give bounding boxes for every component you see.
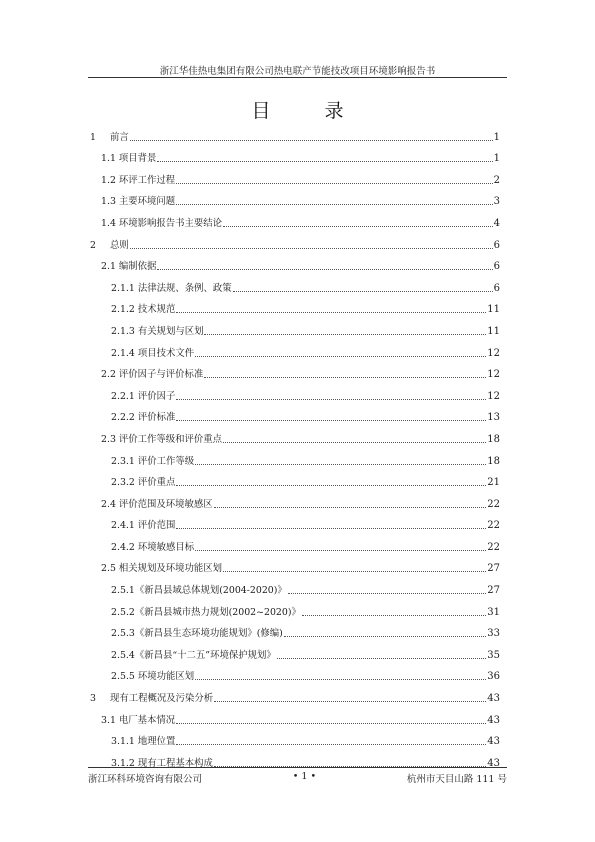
toc-entry[interactable] (90, 468, 500, 490)
toc-entry[interactable] (90, 511, 500, 533)
toc-dot-leader (176, 526, 486, 529)
toc-page-number: 6 (493, 261, 500, 273)
toc-dot-leader (233, 289, 493, 292)
toc-dot-leader (157, 159, 492, 162)
toc-page-number: 18 (487, 455, 500, 467)
footer-address: 杭州市天目山路 111 号 (406, 774, 507, 785)
toc-entry[interactable] (90, 403, 500, 425)
toc-entry-title: 2.3 评价工作等级和评价重点 (101, 433, 223, 445)
toc-dot-leader (223, 569, 486, 572)
toc-entry-title: 现有工程概况及污染分析 (110, 693, 214, 705)
toc-dot-leader (176, 181, 492, 184)
toc-entry[interactable] (90, 662, 500, 684)
toc-dot-leader (195, 548, 486, 551)
toc-chapter-number: 1 (90, 131, 96, 143)
page-title: 目 录 (251, 100, 368, 122)
table-of-contents (90, 122, 500, 770)
toc-dot-leader (176, 202, 492, 205)
toc-entry-title: 1.4 环境影响报告书主要结论 (101, 217, 223, 229)
toc-entry-title: 2.1.2 技术规范 (111, 304, 176, 316)
toc-entry-title: 总则 (110, 239, 129, 251)
toc-page-number: 22 (487, 498, 500, 510)
toc-dot-leader (176, 483, 486, 486)
toc-entry-title: 2.4.2 环境敏感目标 (111, 541, 195, 553)
toc-entry-title: 2.2 评价因子与评价标准 (101, 369, 204, 381)
toc-dot-leader (195, 677, 486, 680)
toc-entry[interactable] (90, 532, 500, 554)
toc-entry-title: 2.3.1 评价工作等级 (111, 455, 195, 467)
page-footer (88, 771, 507, 785)
toc-dot-leader (284, 634, 486, 637)
toc-entry[interactable] (90, 144, 500, 166)
toc-dot-leader (288, 591, 486, 594)
toc-entry[interactable] (90, 575, 500, 597)
toc-page-number: 43 (487, 714, 500, 726)
toc-entry[interactable] (90, 273, 500, 295)
toc-dot-leader (223, 440, 486, 443)
toc-page-number: 1 (493, 131, 500, 143)
toc-page-number: 12 (487, 369, 500, 381)
toc-page-number: 11 (487, 325, 500, 337)
toc-page-number: 3 (493, 196, 500, 208)
toc-entry[interactable] (90, 446, 500, 468)
toc-entry-title: 2.4 评价范围及环境敏感区 (101, 498, 213, 510)
toc-entry[interactable] (90, 230, 500, 252)
toc-entry-title: 2.3.2 评价重点 (111, 477, 176, 489)
footer-page-number: • 1 • (292, 771, 317, 782)
toc-page-number: 12 (487, 390, 500, 402)
toc-entry[interactable] (90, 640, 500, 662)
footer-rule (88, 767, 507, 768)
toc-dot-leader (176, 418, 486, 421)
toc-page-number: 2 (493, 174, 500, 186)
toc-entry[interactable] (90, 727, 500, 749)
toc-entry-title: 2.1 编制依据 (101, 261, 157, 273)
toc-page-number: 31 (487, 606, 500, 618)
toc-page-number: 18 (487, 433, 500, 445)
toc-page-number: 43 (487, 757, 500, 769)
toc-entry-title: 1.1 项目背景 (101, 153, 157, 165)
toc-dot-leader (195, 462, 486, 465)
page-header: 浙江华佳热电集团有限公司热电联产节能技改项目环境影响报告书 (159, 66, 436, 77)
toc-page-number: 6 (493, 282, 500, 294)
toc-dot-leader (302, 613, 486, 616)
toc-entry[interactable] (90, 316, 500, 338)
toc-dot-leader (130, 246, 493, 249)
toc-entry[interactable] (90, 554, 500, 576)
toc-dot-leader (204, 375, 486, 378)
toc-page-number: 27 (487, 585, 500, 597)
toc-entry[interactable] (90, 360, 500, 382)
toc-entry-title: 2.1.4 项目技术文件 (111, 347, 195, 359)
toc-entry-title: 2.2.1 评价因子 (111, 390, 176, 402)
toc-entry[interactable] (90, 338, 500, 360)
toc-page-number: 1 (493, 153, 500, 165)
toc-entry[interactable] (90, 683, 500, 705)
toc-dot-leader (157, 267, 492, 270)
toc-entry-title: 2.5.4《新昌县“十二五”环境保护规划》 (111, 649, 276, 661)
toc-dot-leader (176, 742, 486, 745)
toc-dot-leader (204, 332, 486, 335)
toc-dot-leader (223, 224, 493, 227)
toc-entry[interactable] (90, 705, 500, 727)
toc-entry-title: 2.5 相关规划及环境功能区划 (101, 563, 223, 575)
toc-chapter-number: 3 (90, 693, 96, 705)
toc-dot-leader (277, 656, 487, 659)
toc-entry-title: 3.1.2 现有工程基本构成 (111, 757, 213, 769)
toc-dot-leader (130, 138, 493, 141)
header-rule (88, 77, 507, 78)
toc-page-number: 33 (487, 628, 500, 640)
toc-page-number: 12 (487, 347, 500, 359)
toc-dot-leader (176, 721, 486, 724)
toc-dot-leader (214, 505, 487, 508)
toc-entry-title: 3.1 电厂基本情况 (101, 714, 176, 726)
toc-entry[interactable] (90, 122, 500, 144)
toc-entry-title: 1.3 主要环境问题 (101, 196, 176, 208)
toc-page-number: 22 (487, 520, 500, 532)
toc-entry-title: 2.5.2《新昌县城市热力规划(2002~2020)》 (111, 606, 301, 618)
toc-entry-title: 3.1.1 地理位置 (111, 736, 176, 748)
toc-entry-title: 2.5.1《新昌县域总体规划(2004-2020)》 (111, 585, 287, 597)
toc-page-number: 6 (493, 239, 500, 251)
toc-page-number: 43 (487, 736, 500, 748)
toc-entry[interactable] (90, 208, 500, 230)
toc-page-number: 35 (487, 649, 500, 661)
toc-entry-title: 1.2 环评工作过程 (101, 174, 176, 186)
toc-entry-title: 2.2.2 评价标准 (111, 412, 176, 424)
toc-entry[interactable] (90, 489, 500, 511)
toc-entry-title: 2.4.1 评价范围 (111, 520, 176, 532)
toc-dot-leader (176, 310, 486, 313)
toc-entry-title: 前言 (110, 131, 129, 143)
toc-entry-title: 2.5.3《新昌县生态环境功能规划》(修编) (111, 628, 283, 640)
toc-page-number: 13 (487, 412, 500, 424)
toc-entry[interactable] (90, 252, 500, 274)
toc-entry[interactable] (90, 381, 500, 403)
toc-page-number: 4 (493, 217, 500, 229)
toc-entry[interactable] (90, 295, 500, 317)
toc-entry-title: 2.1.3 有关规划与区划 (111, 325, 204, 337)
toc-page-number: 21 (487, 477, 500, 489)
toc-entry[interactable] (90, 165, 500, 187)
toc-entry[interactable] (90, 597, 500, 619)
toc-page-number: 36 (487, 671, 500, 683)
toc-dot-leader (176, 397, 486, 400)
toc-chapter-number: 2 (90, 239, 96, 251)
toc-entry[interactable] (90, 187, 500, 209)
toc-dot-leader (195, 354, 486, 357)
toc-entry[interactable] (90, 619, 500, 641)
toc-dot-leader (214, 699, 486, 702)
toc-page-number: 22 (487, 541, 500, 553)
toc-page-number: 43 (487, 693, 500, 705)
toc-entry[interactable] (90, 424, 500, 446)
toc-entry-title: 2.1.1 法律法规、条例、政策 (111, 282, 232, 294)
toc-entry-title: 2.5.5 环境功能区划 (111, 671, 195, 683)
toc-page-number: 11 (487, 304, 500, 316)
footer-company: 浙江环科环境咨询有限公司 (88, 774, 203, 785)
toc-page-number: 27 (487, 563, 500, 575)
